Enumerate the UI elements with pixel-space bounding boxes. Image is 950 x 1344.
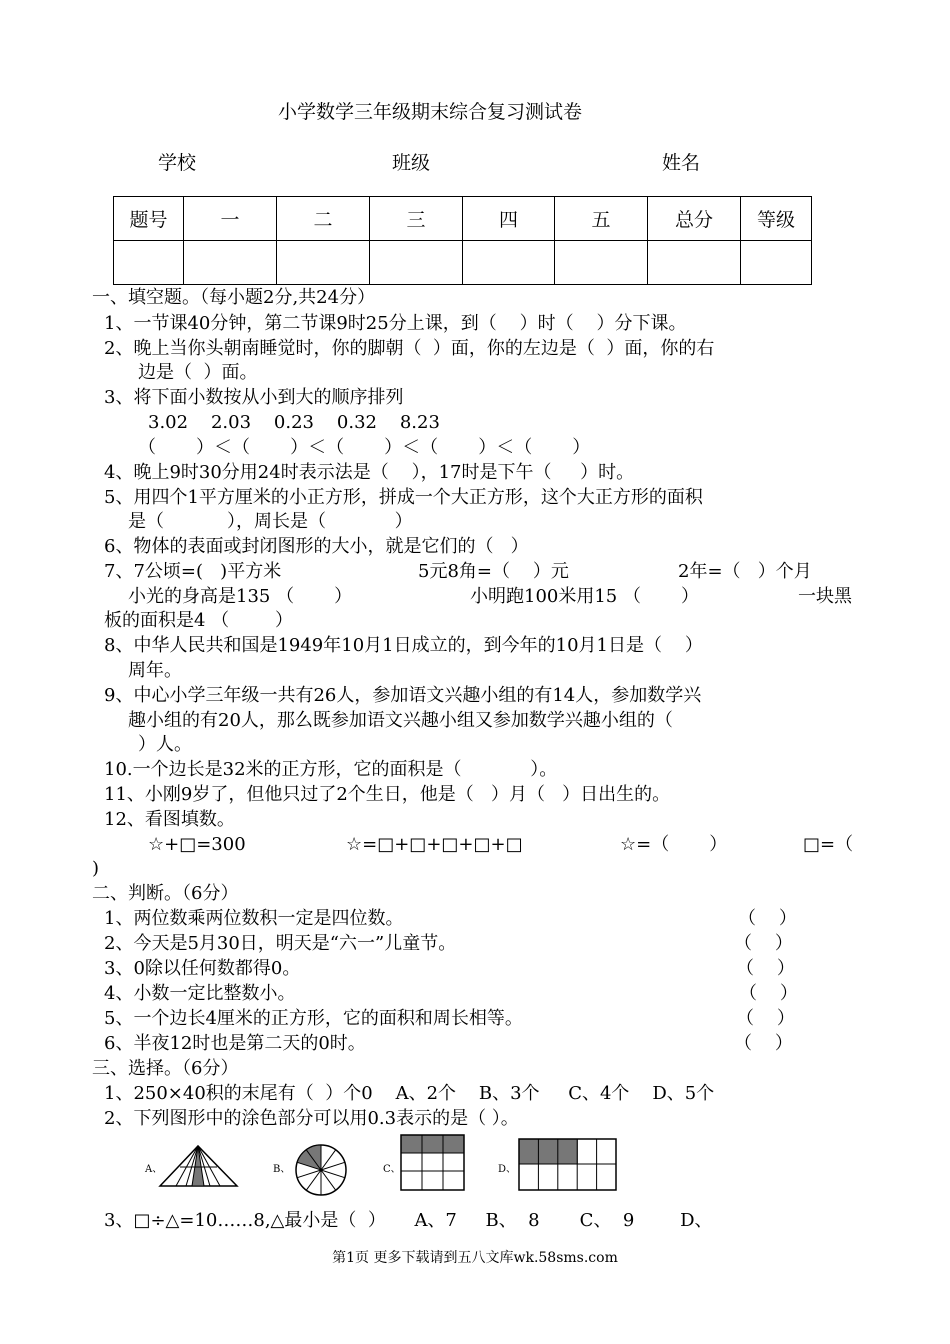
score-cell[interactable] [648, 241, 741, 285]
question-1-6: 6、物体的表面或封闭图形的大小，就是它们的（ ） [104, 536, 529, 557]
question-1-5a: 5、用四个1平方厘米的小正方形，拼成一个大正方形，这个大正方形的面积 [104, 487, 703, 508]
section1-heading: 一、填空题。（每小题2分,共24分） [92, 287, 376, 308]
class-label: 班级 [392, 152, 431, 174]
question-1-5b: 是（ ），周长是（ ） [128, 511, 413, 532]
judge-mark-2[interactable]: （ ） [734, 933, 793, 954]
figure-label-b: B、 [273, 1164, 291, 1175]
question-1-2b: 边是（ ）面。 [138, 362, 258, 383]
score-cell[interactable] [741, 241, 812, 285]
question-1-8b: 周年。 [128, 660, 182, 681]
score-cell[interactable] [370, 241, 463, 285]
judge-item-6: 6、半夜12时也是第二天的0时。 [104, 1033, 366, 1054]
question-1-4: 4、晚上9时30分用24时表示法是（ ），17时是下午（ ）时。 [104, 462, 635, 483]
score-table-blank-row [114, 241, 812, 285]
question-1-12e: ) [92, 858, 100, 879]
figure-label-a: A、 [145, 1164, 163, 1175]
question-1-12d: □=（ [803, 834, 854, 855]
figure-label-d: D、 [498, 1164, 517, 1175]
choice-question-2: 2、下列图形中的涂色部分可以用0.3表示的是（ ）。 [104, 1108, 519, 1129]
judge-item-2: 2、今天是5月30日，明天是“六一”儿童节。 [104, 933, 457, 954]
question-1-12a: ☆+□=300 [148, 834, 246, 855]
question-1-12b: ☆=□+□+□+□+□ [346, 834, 523, 855]
judge-mark-4[interactable]: （ ） [739, 983, 798, 1004]
question-1-7f: 一块黑 [798, 586, 852, 607]
score-cell[interactable] [555, 241, 648, 285]
col-header: 五 [555, 197, 648, 241]
question-1-7g: 板的面积是4 （ ） [104, 610, 293, 631]
figure-b-circle [293, 1142, 349, 1198]
score-table [113, 196, 812, 285]
col-header: 三 [370, 197, 463, 241]
col-header: 总分 [648, 197, 741, 241]
question-1-3: 3、将下面小数按从小到大的顺序排列 [104, 387, 404, 408]
section3-heading: 三、选择。（6分） [92, 1058, 239, 1079]
question-1-3-numbers: 3.02 2.03 0.23 0.32 8.23 [148, 412, 440, 433]
score-cell[interactable] [463, 241, 555, 285]
judge-item-4: 4、小数一定比整数小。 [104, 983, 296, 1004]
score-cell[interactable] [184, 241, 277, 285]
score-cell[interactable] [114, 241, 184, 285]
question-1-10: 10.一个边长是32米的正方形，它的面积是（ ）。 [104, 759, 558, 780]
figure-a-triangle [158, 1143, 240, 1189]
choice-question-3: 3、□÷△=10……8,△最小是（ ） A、7 B、 8 C、 9 D、 [104, 1210, 713, 1231]
score-table-header-row [114, 197, 812, 241]
col-header: 四 [463, 197, 555, 241]
question-1-9a: 9、中心小学三年级一共有26人，参加语文兴趣小组的有14人，参加数学兴 [104, 685, 702, 706]
question-1-7d: 小光的身高是135 （ ） [128, 586, 353, 607]
page-footer: 第1页 更多下载请到五八文库wk.58sms.com [332, 1250, 618, 1266]
col-header: 题号 [114, 197, 184, 241]
page-title: 小学数学三年级期末综合复习测试卷 [277, 101, 582, 123]
question-1-9b: 趣小组的有20人，那么既参加语文兴趣小组又参加数学兴趣小组的（ [128, 710, 673, 731]
school-label: 学校 [158, 152, 197, 174]
judge-item-5: 5、一个边长4厘米的正方形，它的面积和周长相等。 [104, 1008, 523, 1029]
col-header: 等级 [741, 197, 812, 241]
question-1-7e: 小明跑100米用15 （ ） [470, 586, 700, 607]
question-1-3-blanks: （ ）＜（ ）＜（ ）＜（ ）＜（ ） [138, 437, 591, 458]
figure-c-grid [400, 1134, 466, 1192]
judge-mark-3[interactable]: （ ） [736, 958, 795, 979]
choice-question-1: 1、250×40积的末尾有（ ）个0 A、2个 B、3个 C、4个 D、5个 [104, 1083, 715, 1104]
col-header: 二 [277, 197, 370, 241]
question-1-8a: 8、中华人民共和国是1949年10月1日成立的，到今年的10月1日是（ ） [104, 635, 703, 656]
section2-heading: 二、判断。（6分） [92, 883, 239, 904]
question-1-12: 12、看图填数。 [104, 809, 235, 830]
judge-mark-5[interactable]: （ ） [736, 1008, 795, 1029]
question-1-12c: ☆=（ ） [620, 834, 728, 855]
question-1-7b: 5元8角=（ ）元 [418, 561, 569, 582]
question-1-9c: ）人。 [138, 734, 192, 755]
judge-mark-1[interactable]: （ ） [738, 908, 797, 929]
question-1-11: 11、小刚9岁了，但他只过了2个生日，他是（ ）月（ ）日出生的。 [104, 784, 671, 805]
judge-mark-6[interactable]: （ ） [734, 1033, 793, 1054]
question-1-2a: 2、晚上当你头朝南睡觉时，你的脚朝（ ）面，你的左边是（ ）面，你的右 [104, 338, 715, 359]
question-1-7c: 2年=（ ）个月 [678, 561, 812, 582]
col-header: 一 [184, 197, 277, 241]
score-cell[interactable] [277, 241, 370, 285]
judge-item-1: 1、两位数乘两位数积一定是四位数。 [104, 908, 404, 929]
judge-item-3: 3、0除以任何数都得0。 [104, 958, 301, 979]
figure-label-c: C、 [383, 1164, 401, 1175]
question-1-1: 1、一节课40分钟，第二节课9时25分上课，到（ ）时（ ）分下课。 [104, 313, 687, 334]
figure-d-grid [518, 1138, 618, 1192]
name-label: 姓名 [662, 152, 701, 174]
question-1-7a: 7、7公顷=( )平方米 [104, 561, 282, 582]
